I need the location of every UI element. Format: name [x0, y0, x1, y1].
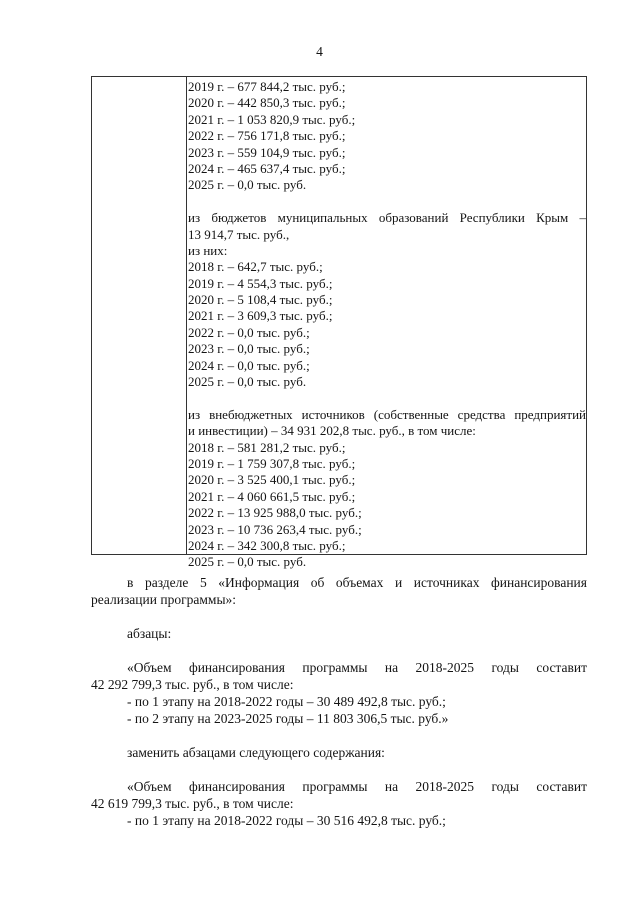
table-line: 2022 г. – 756 171,8 тыс. руб.; — [188, 128, 346, 144]
replace-label: заменить абзацами следующего содержания: — [127, 745, 385, 760]
table-line: 2023 г. – 559 104,9 тыс. руб.; — [188, 144, 346, 160]
table-line: 2025 г. – 0,0 тыс. руб. — [188, 554, 307, 570]
paragraphs-label: абзацы: — [127, 626, 172, 641]
table-line: 2022 г. – 0,0 тыс. руб.; — [188, 324, 310, 340]
table-line: 2021 г. – 1 053 820,9 тыс. руб.; — [188, 111, 356, 127]
table-line: 13 914,7 тыс. руб., — [188, 226, 290, 242]
table-line: 2019 г. – 677 844,2 тыс. руб.; — [188, 79, 346, 94]
table-line: из внебюджетных источников (собственные средства предприятий — [188, 406, 586, 422]
table-line: 2024 г. – 465 637,4 тыс. руб.; — [188, 160, 346, 176]
table-line: 2022 г. – 13 925 988,0 тыс. руб.; — [188, 505, 362, 521]
table-line: из них: — [188, 242, 228, 258]
table-line: 2021 г. – 3 609,3 тыс. руб.; — [188, 308, 333, 324]
table-blank-line — [188, 194, 586, 210]
table-line: 2020 г. – 3 525 400,1 тыс. руб.; — [188, 472, 356, 488]
table-line: 2023 г. – 0,0 тыс. руб.; — [188, 341, 310, 357]
page-number: 4 — [316, 44, 323, 59]
table-column-divider — [186, 76, 187, 555]
old-quote-line-1: «Объем финансирования программы на 2018-2025 годы составит — [127, 660, 587, 675]
table-line: 2025 г. – 0,0 тыс. руб. — [188, 374, 307, 390]
section-intro-line-2: реализации программы»: — [91, 592, 237, 607]
table-line: 2018 г. – 642,7 тыс. руб.; — [188, 259, 323, 275]
table-line: 2025 г. – 0,0 тыс. руб. — [188, 177, 307, 193]
table-line: 2018 г. – 581 281,2 тыс. руб.; — [188, 439, 346, 455]
table-line: и инвестиции) – 34 931 202,8 тыс. руб., в том числе: — [188, 423, 476, 439]
table-blank-line — [188, 390, 586, 406]
table-line: 2023 г. – 10 736 263,4 тыс. руб.; — [188, 521, 362, 537]
table-line: из бюджетов муниципальных образований Республики Крым – — [188, 210, 586, 226]
section-intro-line-1: в разделе 5 «Информация об объемах и источниках финансирования — [127, 575, 587, 590]
new-stage-1: - по 1 этапу на 2018-2022 годы – 30 516 492,8 тыс. руб.; — [127, 813, 446, 828]
table-line: 2020 г. – 442 850,3 тыс. руб.; — [188, 95, 346, 111]
table-line: 2021 г. – 4 060 661,5 тыс. руб.; — [188, 488, 356, 504]
new-quote-line-1: «Объем финансирования программы на 2018-2025 годы составит — [127, 779, 587, 794]
table-line: 2024 г. – 342 300,8 тыс. руб.; — [188, 537, 346, 553]
table-line: 2024 г. – 0,0 тыс. руб.; — [188, 357, 310, 373]
table-line: 2019 г. – 1 759 307,8 тыс. руб.; — [188, 455, 356, 471]
table-line: 2020 г. – 5 108,4 тыс. руб.; — [188, 292, 333, 308]
table-line: 2019 г. – 4 554,3 тыс. руб.; — [188, 275, 333, 291]
new-quote-line-2: 42 619 799,3 тыс. руб., в том числе: — [91, 796, 294, 811]
old-stage-1: - по 1 этапу на 2018-2022 годы – 30 489 492,8 тыс. руб.; — [127, 694, 446, 709]
old-stage-2: - по 2 этапу на 2023-2025 годы – 11 803 306,5 тыс. руб.» — [127, 711, 449, 726]
financing-table-cell — [188, 79, 586, 571]
old-quote-line-2: 42 292 799,3 тыс. руб., в том числе: — [91, 677, 294, 692]
